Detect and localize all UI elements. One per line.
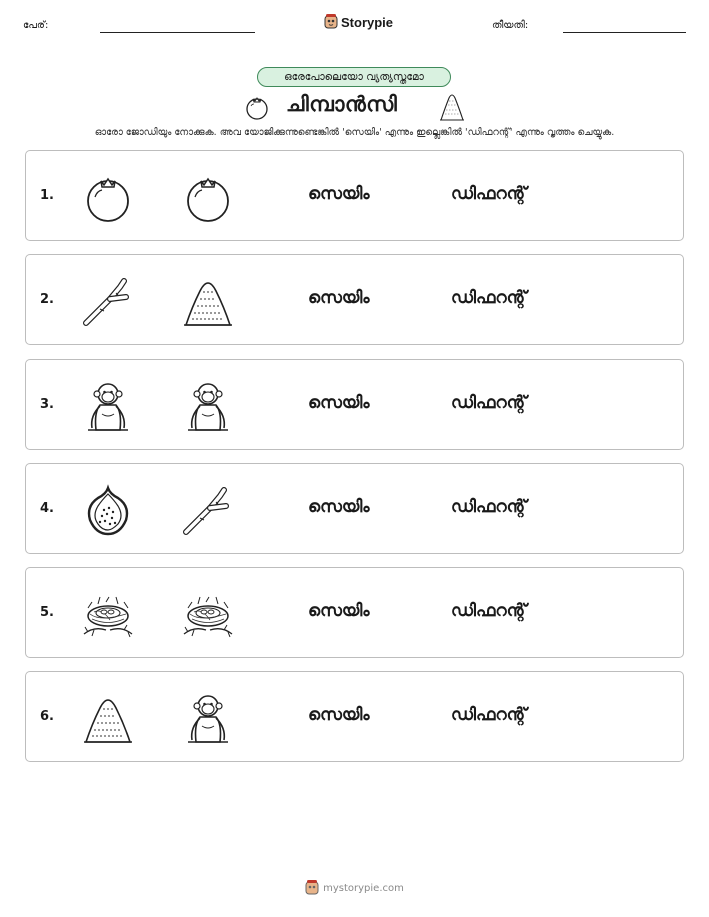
date-line — [563, 32, 686, 33]
same-option[interactable]: സെയിം — [308, 288, 370, 308]
question-number: 6. — [40, 709, 54, 724]
question-number: 5. — [40, 605, 54, 620]
same-option[interactable]: സെയിം — [308, 184, 370, 204]
same-option[interactable]: സെയിം — [308, 393, 370, 413]
question-card — [25, 463, 684, 554]
brand-name: Storypie — [341, 14, 394, 30]
same-option[interactable]: സെയിം — [308, 705, 370, 725]
title-row — [0, 90, 709, 122]
fruit-icon — [80, 169, 136, 225]
different-option[interactable]: ഡിഫറന്റ് — [451, 497, 527, 517]
fig-icon — [80, 482, 136, 538]
termite-mound-icon — [80, 690, 136, 746]
question-card — [25, 150, 684, 241]
same-option[interactable]: സെയിം — [308, 601, 370, 621]
name-label: പേര്: — [23, 20, 49, 31]
branch-icon — [180, 482, 236, 538]
mascot-icon — [305, 880, 319, 896]
question-number: 3. — [40, 397, 54, 412]
same-option[interactable]: സെയിം — [308, 497, 370, 517]
question-card — [25, 254, 684, 345]
different-option[interactable]: ഡിഫറന്റ് — [451, 393, 527, 413]
nest-icon — [80, 586, 136, 642]
different-option[interactable]: ഡിഫറന്റ് — [451, 705, 527, 725]
footer-site: mystorypie.com — [323, 882, 404, 894]
question-number: 4. — [40, 501, 54, 516]
mascot-icon — [324, 14, 338, 30]
date-label: തീയതി: — [492, 20, 529, 31]
brand-logo — [324, 14, 393, 30]
different-option[interactable]: ഡിഫറന്റ് — [451, 184, 527, 204]
page-header — [0, 14, 709, 38]
chimpanzee-icon — [180, 690, 236, 746]
question-number: 1. — [40, 188, 54, 203]
instructions: ഓരോ ജോഡിയും നോക്കുക. അവ യോജിക്കുന്നുണ്ടെങ്കിൽ 'സെയിം' എന്നും ഇല്ലെങ്കിൽ 'ഡിഫറന്റ്' എന്നും വൃത്തം ചെയ്യുക. — [94, 127, 615, 138]
different-option[interactable]: ഡിഫറന്റ് — [451, 601, 527, 621]
chimpanzee-icon — [80, 378, 136, 434]
name-line — [100, 32, 255, 33]
question-number: 2. — [40, 292, 54, 307]
termite-mound-icon — [437, 90, 467, 122]
question-card — [25, 567, 684, 658]
fruit-icon — [180, 169, 236, 225]
worksheet-type-text: ഒരേപോലെയോ വ്യത്യസ്തമോ — [284, 70, 424, 83]
page-title: ചിമ്പാൻസി — [286, 92, 398, 116]
nest-icon — [180, 586, 236, 642]
fruit-icon — [243, 93, 271, 121]
question-card — [25, 359, 684, 450]
branch-icon — [80, 273, 136, 329]
question-card — [25, 671, 684, 762]
chimpanzee-icon — [180, 378, 236, 434]
different-option[interactable]: ഡിഫറന്റ് — [451, 288, 527, 308]
page-footer — [0, 880, 709, 896]
worksheet-type-badge — [257, 67, 451, 87]
termite-mound-icon — [180, 273, 236, 329]
